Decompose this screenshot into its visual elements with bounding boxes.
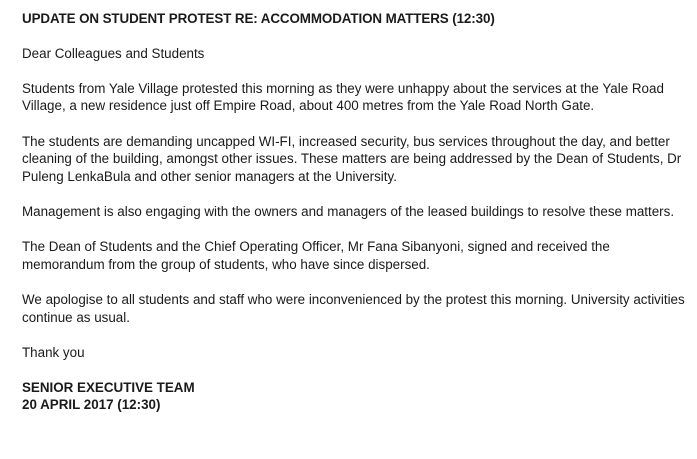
paragraph-demands: The students are demanding uncapped WI-FI, increased security, bus services throughout the day, and better cleaning of the building, amongst other issues. These matters are being addressed by the Dean of Students, Dr Puleng LenkaBula and other senior managers at the University. — [22, 133, 682, 184]
paragraph-apology: We apologise to all students and staff who were inconvenienced by the protest this morning. University activities continue as usual. — [22, 291, 685, 325]
document-body — [22, 10, 690, 414]
greeting: Dear Colleagues and Students — [22, 45, 205, 61]
paragraph-protest: Students from Yale Village protested this morning as they were unhappy about the services at the Yale Road Village, a new residence just off Empire Road, about 400 metres from the Yale Road North Gate. — [22, 80, 664, 114]
paragraph-memorandum: The Dean of Students and the Chief Operating Officer, Mr Fana Sibanyoni, signed and received the memorandum from the group of students, who have since dispersed. — [22, 239, 610, 272]
document-title: UPDATE ON STUDENT PROTEST RE: ACCOMMODATION MATTERS (12:30) — [22, 11, 495, 26]
closing: Thank you — [22, 344, 85, 360]
paragraph-management: Management is also engaging with the owners and managers of the leased buildings to resolve these matters. — [22, 203, 675, 219]
signature-team: SENIOR EXECUTIVE TEAM — [22, 379, 195, 395]
signature-date: 20 APRIL 2017 (12:30) — [22, 397, 161, 413]
